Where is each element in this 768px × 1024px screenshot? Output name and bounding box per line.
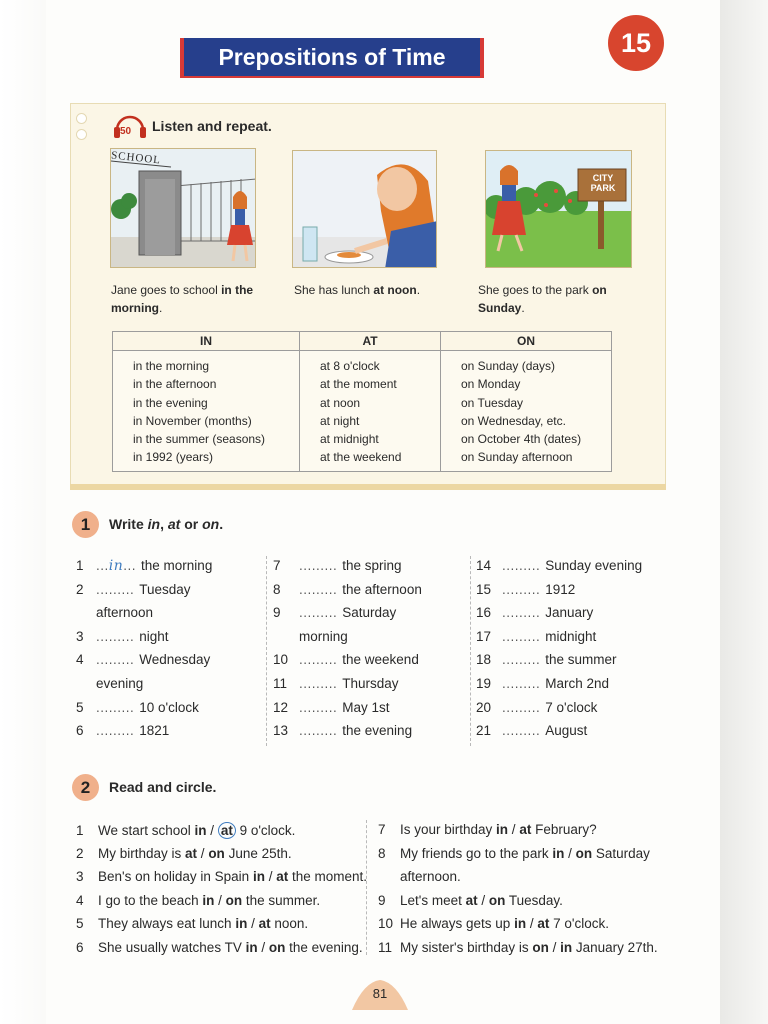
option-one[interactable]: in (496, 822, 509, 837)
item-text: night (139, 628, 169, 644)
item-number: 1 (76, 558, 84, 573)
item-text: Sunday evening (545, 558, 643, 573)
lunch-picture (292, 150, 437, 268)
option-one[interactable]: in (252, 869, 265, 885)
option-separator: / (508, 822, 520, 837)
header-in: IN (113, 332, 300, 351)
fill-in-item[interactable] (476, 582, 575, 597)
option-one[interactable]: in (514, 916, 527, 932)
exercise-2-title: Read and circle. (109, 779, 217, 795)
option-one[interactable]: in (552, 845, 565, 861)
fill-in-item[interactable] (476, 652, 617, 667)
option-one[interactable]: on (532, 940, 549, 955)
sentence-end: June 25th. (224, 845, 292, 861)
circle-item[interactable] (378, 822, 597, 837)
item-number: 2 (76, 581, 84, 597)
option-two[interactable]: at (258, 916, 271, 932)
item-number: 6 (76, 940, 84, 955)
fill-in-item[interactable] (273, 676, 399, 691)
option-one[interactable]: at (185, 845, 198, 861)
fill-in-item[interactable] (273, 652, 419, 667)
item-text: Thursday (342, 676, 399, 691)
item-number: 16 (476, 605, 492, 621)
option-two[interactable]: at (519, 822, 532, 837)
answer-blank[interactable]: ......... (299, 558, 338, 573)
option-separator: / (477, 892, 489, 908)
item-text: January (545, 605, 594, 621)
answer-blank[interactable]: ......... (96, 628, 135, 644)
answer-blank[interactable]: ......... (96, 581, 135, 597)
column-divider (470, 556, 471, 746)
sentence-start: Let's meet (400, 892, 466, 908)
listen-instruction: Listen and repeat. (152, 118, 272, 134)
item-number: 9 (273, 605, 281, 621)
listen-box-shadow (70, 484, 666, 490)
option-separator: / (247, 916, 259, 932)
answer-blank[interactable]: ......... (299, 652, 338, 668)
table-entry: on Sunday afternoon (461, 450, 573, 465)
table-entry: in 1992 (years) (133, 450, 214, 465)
answer-blank[interactable]: ......... (96, 652, 135, 668)
item-number: 11 (273, 676, 288, 691)
item-number: 10 (273, 652, 289, 668)
item-number: 8 (273, 581, 281, 597)
binder-hole (76, 129, 87, 140)
option-two[interactable]: on (575, 845, 593, 861)
fill-in-item[interactable] (273, 558, 402, 573)
item-text: the evening (342, 723, 413, 739)
answer-blank[interactable]: ......... (96, 699, 135, 715)
circle-item[interactable] (76, 869, 367, 884)
fill-in-item[interactable] (273, 723, 412, 738)
item-text-continued: morning (299, 628, 348, 644)
item-number: 5 (76, 699, 84, 715)
answer-blank[interactable]: ......... (502, 558, 541, 573)
item-text: 1912 (545, 581, 576, 597)
option-one[interactable]: in (194, 823, 207, 838)
at-column (300, 351, 441, 472)
sentence-end: January 27th. (572, 940, 658, 955)
circle-item[interactable] (378, 916, 609, 931)
table-entry: on Monday (461, 377, 521, 392)
item-text: March 2nd (545, 676, 610, 691)
fill-in-item[interactable] (76, 652, 210, 667)
sentence-start: She usually watches TV (98, 940, 246, 955)
sentence-end: 7 o'clock. (549, 916, 609, 932)
sentence-start: He always gets up (400, 916, 515, 932)
option-one[interactable]: in (202, 892, 215, 908)
item-number: 21 (476, 723, 492, 739)
circle-item[interactable] (76, 893, 320, 908)
sentence-start: My sister's birthday is (400, 940, 533, 955)
option-one[interactable]: at (465, 892, 478, 908)
sentence-end: the moment. (288, 869, 368, 885)
sentence-start: My birthday is (98, 845, 186, 861)
item-text: May 1st (342, 699, 390, 715)
sentence-end: Saturday (592, 845, 650, 861)
item-number: 14 (476, 558, 492, 573)
item-number: 4 (76, 652, 84, 668)
book-spine (720, 0, 768, 1024)
exercise-1-title: Write in, at or on. (109, 516, 224, 532)
table-entry: at the moment (320, 377, 397, 392)
table-entry: on Wednesday, etc. (461, 413, 566, 428)
item-number: 10 (378, 916, 394, 932)
option-two[interactable]: in (560, 940, 573, 955)
item-number: 3 (76, 628, 84, 644)
exercise-2-badge: 2 (72, 774, 99, 801)
table-entry: at midnight (320, 432, 379, 447)
table-entry: on Tuesday (461, 395, 524, 410)
header-at: AT (300, 332, 441, 351)
on-column (441, 351, 612, 472)
park-picture (485, 150, 632, 268)
answer-blank[interactable]: ......... (299, 699, 338, 715)
item-text: 1821 (139, 723, 170, 739)
example-answer: in (108, 558, 124, 574)
page-number-tab (352, 976, 408, 1010)
item-text: the morning (141, 558, 213, 573)
page-title: Prepositions of Time (184, 38, 480, 76)
fill-in-item[interactable] (476, 558, 642, 573)
fill-in-item[interactable] (476, 676, 609, 691)
school-sign: SCHOOL (110, 149, 162, 167)
option-separator: / (548, 940, 561, 955)
caption-school: Jane goes to school in the morning. (111, 283, 254, 315)
answer-blank[interactable]: ......... (96, 723, 135, 739)
sentence-end: noon. (270, 916, 309, 932)
fill-in-item[interactable] (273, 582, 422, 597)
item-text-continued: evening (96, 676, 144, 691)
table-entry: in November (months) (133, 413, 252, 428)
sentence-start: Ben's on holiday in Spain (98, 869, 253, 885)
exercise-1-badge: 1 (72, 511, 99, 538)
column-divider (266, 556, 267, 746)
sentence-end: February? (531, 822, 597, 837)
sentence-continued: afternoon. (400, 869, 461, 885)
answer-blank[interactable]: ......... (502, 699, 541, 715)
circle-item[interactable] (76, 940, 363, 955)
sentence-end: the evening. (285, 940, 363, 955)
item-text: the summer (545, 652, 617, 668)
option-two[interactable]: on (208, 845, 225, 861)
fill-in-item[interactable] (476, 723, 587, 738)
fill-in-item[interactable] (476, 605, 593, 620)
in-column (113, 351, 300, 472)
answer-blank[interactable]: ......... (299, 581, 338, 597)
item-number: 5 (76, 916, 84, 932)
circle-item[interactable] (76, 822, 295, 839)
option-separator: / (214, 892, 226, 908)
school-picture (110, 148, 256, 268)
circle-item[interactable] (378, 940, 658, 955)
page-number: 81 (372, 986, 388, 1001)
fill-in-item[interactable] (76, 558, 212, 574)
item-text: the weekend (342, 652, 419, 668)
option-one[interactable]: in (245, 940, 258, 955)
table-entry: on Sunday (days) (461, 359, 556, 373)
item-text: the spring (342, 558, 402, 573)
item-number: 17 (476, 628, 492, 644)
item-text-continued: afternoon (96, 605, 154, 621)
item-number: 20 (476, 699, 492, 715)
item-number: 9 (378, 892, 386, 908)
table-entry: at 8 o'clock (320, 359, 380, 373)
answer-blank[interactable]: ......... (502, 723, 541, 739)
item-number: 15 (476, 581, 492, 597)
fill-in-item[interactable] (273, 700, 390, 715)
option-two[interactable]: at (218, 822, 236, 839)
park-sign: CITY PARK (590, 173, 616, 193)
sentence-start: I go to the beach (98, 892, 203, 908)
sentence-start: My friends go to the park (400, 845, 553, 861)
sentence-end: 9 o'clock. (235, 823, 296, 838)
sentence-end: Tuesday. (505, 892, 563, 908)
item-number: 3 (76, 869, 84, 885)
sentence-end: the summer. (242, 892, 321, 908)
option-separator: / (206, 823, 218, 838)
answer-blank[interactable]: ......... (502, 605, 541, 621)
fill-in-item[interactable] (76, 723, 169, 738)
table-entry: in the evening (133, 395, 208, 410)
table-entry: at the weekend (320, 450, 402, 465)
answer-blank[interactable]: ......... (502, 628, 541, 644)
circle-item[interactable] (378, 893, 563, 908)
item-number: 19 (476, 676, 492, 691)
unit-number-badge: 15 (608, 15, 664, 71)
fill-in-item[interactable] (76, 629, 169, 644)
item-number: 7 (378, 822, 386, 837)
item-number: 18 (476, 652, 492, 668)
option-one[interactable]: in (235, 916, 248, 932)
item-number: 2 (76, 845, 84, 861)
option-separator: / (526, 916, 538, 932)
header-on: ON (441, 332, 612, 351)
option-two[interactable]: on (225, 892, 243, 908)
answer-blank[interactable]: ...in... (96, 558, 137, 574)
item-number: 6 (76, 723, 84, 739)
option-separator: / (564, 845, 576, 861)
circle-item[interactable] (76, 916, 308, 931)
fill-in-item[interactable] (476, 629, 596, 644)
option-two[interactable]: at (276, 869, 289, 885)
circle-item[interactable] (76, 846, 292, 861)
table-entry: at noon (320, 395, 361, 410)
circle-item[interactable] (378, 846, 650, 861)
table-entry: at night (320, 413, 360, 428)
option-two[interactable]: on (268, 940, 286, 955)
answer-blank[interactable]: ......... (299, 676, 338, 691)
page-margin (0, 0, 46, 1024)
answer-blank[interactable]: ......... (299, 723, 338, 739)
option-separator: / (197, 845, 209, 861)
item-text: Tuesday (139, 581, 191, 597)
item-number: 8 (378, 845, 386, 861)
table-entry: on October 4th (dates) (461, 432, 582, 447)
table-entry: in the afternoon (133, 377, 217, 392)
table-entry: in the summer (seasons) (133, 432, 266, 447)
preposition-table (112, 331, 612, 472)
option-two[interactable]: on (488, 892, 506, 908)
item-text: midnight (545, 628, 597, 644)
item-text: 10 o'clock (139, 699, 199, 715)
item-number: 13 (273, 723, 289, 739)
item-text: the afternoon (342, 581, 422, 597)
fill-in-item[interactable] (76, 700, 199, 715)
table-entry: in the morning (133, 359, 210, 373)
item-number: 11 (378, 940, 393, 955)
option-two[interactable]: at (537, 916, 550, 932)
item-number: 7 (273, 558, 281, 573)
item-text: Saturday (342, 605, 397, 621)
answer-blank[interactable]: ......... (299, 605, 338, 621)
answer-blank[interactable]: ......... (502, 652, 541, 668)
fill-in-item[interactable] (476, 700, 597, 715)
fill-in-item[interactable] (76, 582, 191, 597)
answer-blank[interactable]: ......... (502, 676, 541, 691)
column-divider (366, 820, 367, 955)
item-number: 1 (76, 823, 84, 838)
item-number: 4 (76, 892, 84, 908)
option-separator: / (257, 940, 269, 955)
answer-blank[interactable]: ......... (502, 581, 541, 597)
caption-park: She goes to the park on Sunday. (478, 283, 607, 315)
sentence-start: We start school (98, 823, 195, 838)
item-text: 7 o'clock (545, 699, 598, 715)
sentence-start: They always eat lunch (98, 916, 236, 932)
track-number: 50 (120, 126, 132, 137)
item-number: 12 (273, 699, 289, 715)
binder-hole (76, 113, 87, 124)
item-text: August (545, 723, 588, 739)
fill-in-item[interactable] (273, 605, 396, 620)
sentence-start: Is your birthday (400, 822, 497, 837)
caption-lunch: She has lunch at noon. (294, 283, 421, 297)
option-separator: / (264, 869, 277, 885)
item-text: Wednesday (139, 652, 211, 668)
